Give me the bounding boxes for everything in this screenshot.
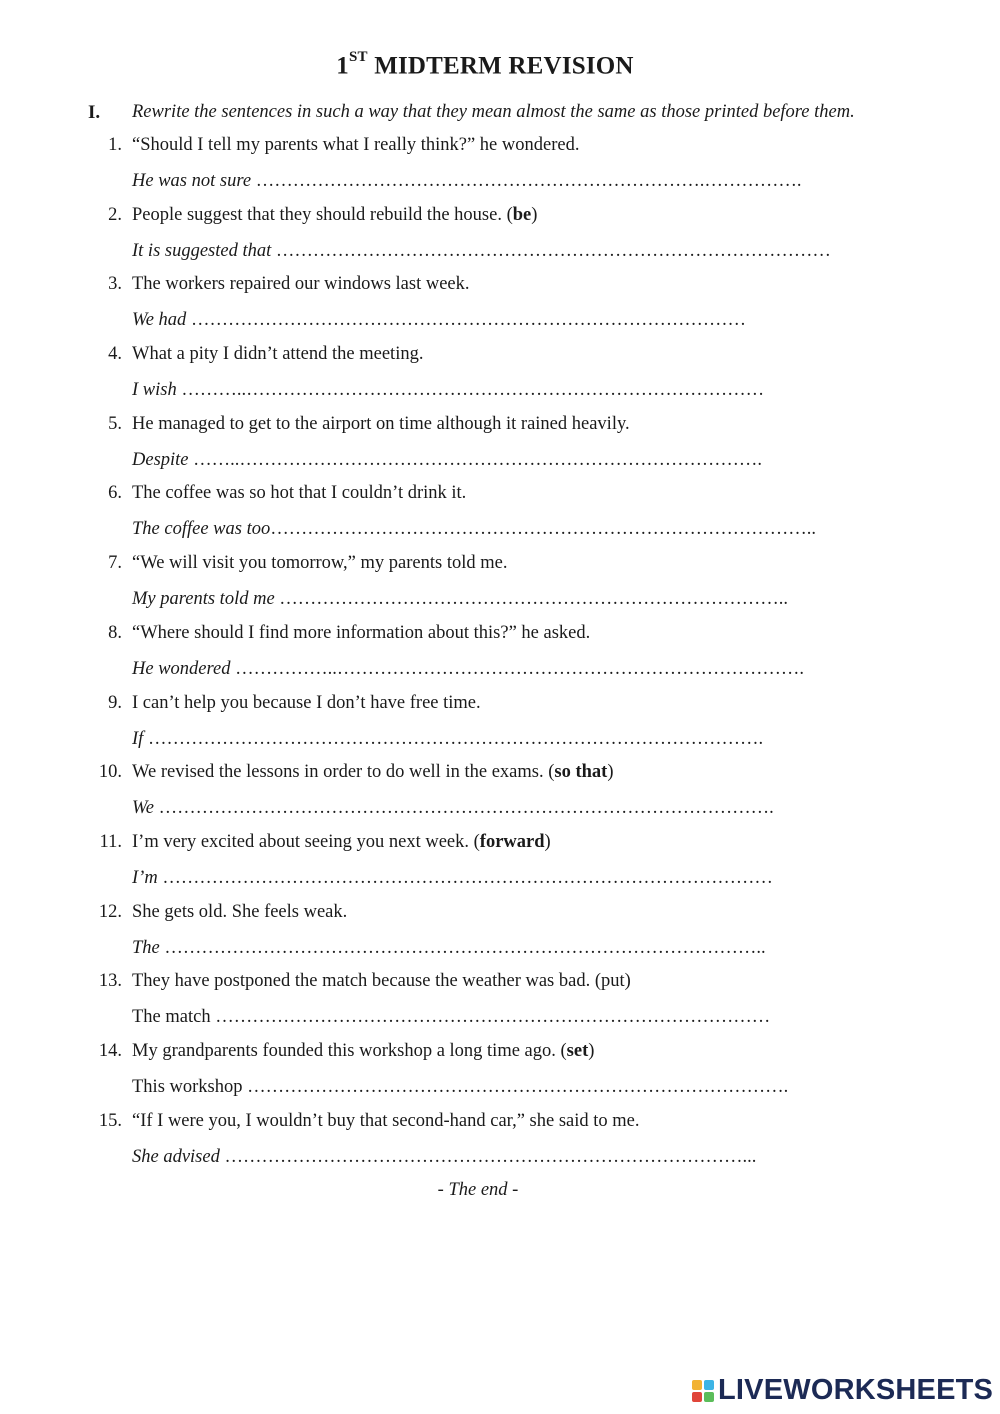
question-text: What a pity I didn’t attend the meeting. bbox=[132, 344, 424, 365]
exercise-item bbox=[0, 135, 1000, 205]
answer-line[interactable] bbox=[132, 938, 766, 959]
answer-blank[interactable]: ………………………………………………………………………………………. bbox=[143, 728, 764, 749]
item-number: 9. bbox=[108, 692, 122, 713]
question-text: She gets old. She feels weak. bbox=[132, 901, 348, 922]
answer-blank[interactable]: …………………………………………………………………………... bbox=[219, 1146, 757, 1167]
item-number: 12. bbox=[98, 901, 122, 922]
exercise-item bbox=[0, 971, 1000, 1041]
answer-blank[interactable]: ……..…………………………………………………………………………. bbox=[188, 449, 763, 470]
answer-prompt: If bbox=[132, 728, 144, 749]
item-number: 10. bbox=[98, 762, 122, 783]
item-number: 5. bbox=[108, 413, 122, 434]
item-number: 1. bbox=[108, 135, 122, 155]
item-question bbox=[132, 135, 579, 156]
answer-blank[interactable]: ……………………………………………………………………………… bbox=[271, 240, 831, 261]
question-text: I can’t help you because I don’t have free time. bbox=[132, 692, 481, 713]
item-question bbox=[132, 832, 551, 853]
answer-line[interactable] bbox=[132, 589, 788, 610]
answer-line[interactable] bbox=[132, 729, 763, 750]
question-text: The coffee was so hot that I couldn’t drink it. bbox=[132, 483, 467, 504]
answer-blank[interactable]: …………………………………………………………………………….. bbox=[270, 519, 816, 540]
question-text: We revised the lessons in order to do well in the exams. ( bbox=[132, 762, 555, 783]
item-number: 6. bbox=[108, 483, 122, 504]
question-text: “Should I tell my parents what I really think?” he wondered. bbox=[132, 135, 580, 155]
answer-blank[interactable]: ……………………………………………………………………………… bbox=[186, 310, 746, 331]
brand-name: LIVEWORKSHEETS bbox=[718, 1374, 994, 1406]
answer-blank[interactable]: ………………………………………………………………………………………. bbox=[153, 798, 774, 819]
answer-prompt: We had bbox=[132, 310, 187, 331]
item-question bbox=[132, 344, 423, 365]
item-number: 15. bbox=[98, 1110, 122, 1131]
question-text-end: ) bbox=[531, 204, 538, 225]
answer-prompt: The bbox=[132, 937, 160, 958]
question-text-end: ) bbox=[544, 831, 551, 852]
item-question bbox=[132, 762, 613, 783]
question-text: I’m very excited about seeing you next week. ( bbox=[132, 831, 480, 852]
item-number: 14. bbox=[98, 1040, 122, 1061]
question-text: The workers repaired our windows last week. bbox=[132, 274, 470, 295]
answer-blank[interactable]: ……………………………………………………………….……………. bbox=[251, 171, 802, 191]
answer-blank[interactable]: ………..………………………………………………………………………… bbox=[176, 380, 765, 401]
item-question bbox=[132, 205, 537, 226]
answer-blank[interactable]: …………………………………………………………………………………….. bbox=[159, 937, 766, 958]
answer-prompt: Despite bbox=[132, 449, 189, 470]
answer-prompt: My parents told me bbox=[132, 589, 275, 610]
answer-prompt: We bbox=[132, 798, 154, 819]
question-text-end: ) bbox=[607, 762, 614, 783]
title-text: MIDTERM REVISION bbox=[374, 52, 634, 80]
question-text: My grandparents founded this workshop a long time ago. ( bbox=[132, 1040, 567, 1061]
question-text: People suggest that they should rebuild the house. ( bbox=[132, 204, 513, 225]
exercise-item bbox=[0, 762, 1000, 832]
question-text: He managed to get to the airport on time although it rained heavily. bbox=[132, 413, 630, 434]
item-question bbox=[132, 693, 481, 714]
answer-prompt: He wondered bbox=[132, 658, 231, 679]
answer-line[interactable] bbox=[132, 659, 804, 680]
item-number: 7. bbox=[108, 553, 122, 574]
answer-prompt: I’m bbox=[132, 867, 158, 888]
section-number: I. bbox=[88, 102, 101, 123]
question-keyword: set bbox=[566, 1040, 589, 1061]
exercise-item bbox=[0, 344, 1000, 414]
answer-line[interactable] bbox=[132, 519, 816, 540]
question-text: They have postponed the match because the weather was bad. (put) bbox=[132, 971, 631, 992]
item-question bbox=[132, 902, 347, 923]
answer-line[interactable] bbox=[132, 868, 773, 889]
question-keyword: forward bbox=[479, 831, 545, 852]
item-question bbox=[132, 553, 507, 574]
item-number: 3. bbox=[108, 274, 122, 295]
answer-prompt: The coffee was too bbox=[132, 519, 271, 540]
item-number: 11. bbox=[99, 831, 122, 852]
exercise-item bbox=[0, 693, 1000, 763]
answer-line[interactable] bbox=[132, 380, 764, 401]
answer-line[interactable] bbox=[132, 1077, 788, 1098]
answer-blank[interactable]: ……………………………………………………………………………. bbox=[242, 1076, 789, 1097]
answer-line[interactable] bbox=[132, 798, 774, 819]
item-question bbox=[132, 1041, 594, 1062]
item-number: 4. bbox=[108, 344, 122, 365]
question-text-end: ) bbox=[588, 1040, 595, 1061]
item-number: 8. bbox=[108, 622, 122, 643]
answer-line[interactable] bbox=[132, 1007, 770, 1028]
answer-line[interactable] bbox=[132, 310, 746, 331]
exercise-item bbox=[0, 623, 1000, 693]
answer-prompt: The match bbox=[132, 1007, 211, 1028]
item-number: 13. bbox=[98, 971, 122, 992]
page-title bbox=[0, 49, 970, 80]
section-instruction: Rewrite the sentences in such a way that they mean almost the same as those printed before them. bbox=[132, 102, 855, 122]
answer-blank[interactable]: ……………..…………………………………………………………………. bbox=[230, 658, 804, 679]
answer-line[interactable] bbox=[132, 241, 831, 262]
question-keyword: so that bbox=[554, 762, 608, 783]
title-ordinal: 1 bbox=[336, 52, 349, 80]
question-keyword: be bbox=[512, 204, 532, 225]
item-question bbox=[132, 414, 630, 435]
question-text: “We will visit you tomorrow,” my parents told me. bbox=[132, 553, 508, 574]
answer-blank[interactable]: ……………………………………………………………………………… bbox=[210, 1007, 771, 1028]
question-text: “If I were you, I wouldn’t buy that second-hand car,” she said to me. bbox=[132, 1110, 640, 1131]
title-superscript: ST bbox=[349, 49, 368, 65]
exercise-item bbox=[0, 1041, 1000, 1111]
answer-prompt: I wish bbox=[132, 380, 177, 401]
answer-line[interactable] bbox=[132, 450, 762, 471]
item-question bbox=[132, 623, 590, 644]
question-text: “Where should I find more information about this?” he asked. bbox=[132, 622, 591, 643]
liveworksheets-icon bbox=[692, 1380, 714, 1402]
end-marker: - The end - bbox=[437, 1180, 519, 1200]
item-question bbox=[132, 483, 466, 504]
answer-line[interactable] bbox=[132, 171, 801, 192]
answer-prompt: He was not sure bbox=[132, 171, 252, 191]
item-question bbox=[132, 1111, 640, 1132]
answer-prompt: It is suggested that bbox=[132, 240, 272, 261]
exercise-item bbox=[0, 274, 1000, 344]
item-number: 2. bbox=[108, 204, 122, 225]
answer-prompt: This workshop bbox=[132, 1076, 243, 1097]
exercise-item bbox=[0, 553, 1000, 623]
exercise-item bbox=[0, 902, 1000, 972]
answer-prompt: She advised bbox=[132, 1146, 220, 1167]
exercise-item bbox=[0, 205, 1000, 275]
answer-line[interactable] bbox=[132, 1147, 756, 1168]
exercise-item bbox=[0, 483, 1000, 553]
exercise-item bbox=[0, 832, 1000, 902]
item-question bbox=[132, 274, 470, 295]
item-question bbox=[132, 971, 631, 992]
brand-logo bbox=[692, 1374, 993, 1407]
answer-blank[interactable]: ……………………………………………………………………….. bbox=[274, 589, 789, 610]
answer-blank[interactable]: ……………………………………………………………………………………… bbox=[157, 867, 773, 888]
exercise-item bbox=[0, 1111, 1000, 1181]
exercise-list bbox=[0, 135, 1000, 1180]
exercise-item bbox=[0, 414, 1000, 484]
